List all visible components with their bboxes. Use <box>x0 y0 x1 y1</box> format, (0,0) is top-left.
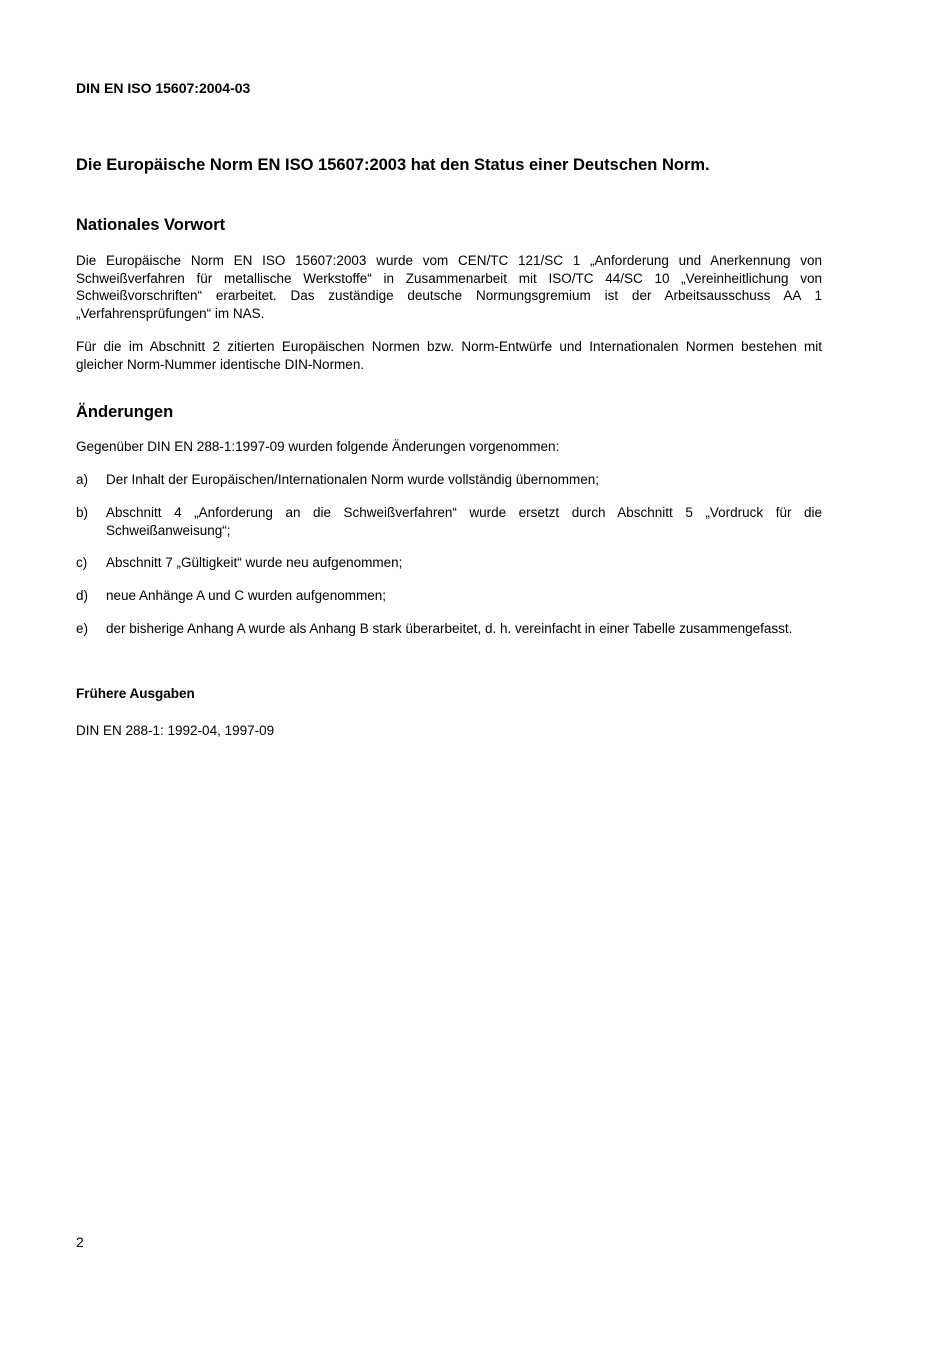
national-foreword-heading: Nationales Vorwort <box>76 216 226 234</box>
foreword-paragraph-2: Für die im Abschnitt 2 zitierten Europäischen Normen bzw. Norm-Entwürfe und Internationalen Normen bestehen mit gleicher Norm-Nummer identische DIN-Normen. <box>76 339 822 372</box>
page-number: 2 <box>76 1234 84 1250</box>
previous-editions-text: DIN EN 288-1: 1992-04, 1997-09 <box>76 723 275 738</box>
change-item-c <box>76 554 822 572</box>
changes-heading: Änderungen <box>76 403 174 421</box>
change-item-e <box>76 620 822 638</box>
change-item-b <box>76 504 822 539</box>
change-item-a <box>76 471 822 489</box>
list-item-text: neue Anhänge A und C wurden aufgenommen; <box>106 588 386 603</box>
document-id: DIN EN ISO 15607:2004-03 <box>76 80 251 96</box>
list-marker: d) <box>76 588 89 603</box>
list-marker: b) <box>76 505 89 520</box>
change-item-d <box>76 587 822 605</box>
previous-editions-heading: Frühere Ausgaben <box>76 686 195 701</box>
status-statement: Die Europäische Norm EN ISO 15607:2003 hat den Status einer Deutschen Norm. <box>76 156 710 174</box>
list-marker: a) <box>76 472 89 487</box>
changes-intro: Gegenüber DIN EN 288-1:1997-09 wurden folgende Änderungen vorgenommen: <box>76 439 560 454</box>
list-item-text: Abschnitt 7 „Gültigkeit“ wurde neu aufgenommen; <box>106 555 403 570</box>
list-marker: c) <box>76 555 88 570</box>
foreword-paragraph-1: Die Europäische Norm EN ISO 15607:2003 wurde vom CEN/TC 121/SC 1 „Anforderung und Anerkennung von Schweißverfahren für metallische Werkstoffe“ in Zusammenarbeit mit ISO/TC 44/SC 10 „Vereinheitlichung von Schweißvorschriften“ erarbeitet. Das zuständige deutsche Normungsgremium ist der Arbeitsausschuss AA 1 „Verfahrensprüfungen“ im NAS. <box>76 253 822 321</box>
list-item-text: Abschnitt 4 „Anforderung an die Schweißverfahren“ wurde ersetzt durch Abschnitt 5 „Vordruck für die Schweißanweisung“; <box>106 505 822 538</box>
list-item-text: der bisherige Anhang A wurde als Anhang B stark überarbeitet, d. h. vereinfacht in einer Tabelle zusammengefasst. <box>106 621 793 636</box>
list-marker: e) <box>76 621 89 636</box>
list-item-text: Der Inhalt der Europäischen/Internationalen Norm wurde vollständig übernommen; <box>106 472 600 487</box>
